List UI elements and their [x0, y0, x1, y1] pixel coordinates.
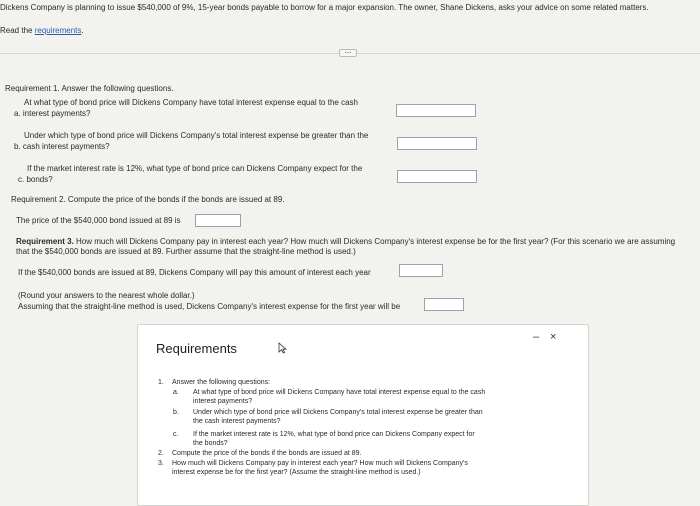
modal-item2-number: 2. — [158, 450, 164, 457]
req2-prompt: The price of the $540,000 bond issued at 89 is — [16, 216, 181, 225]
close-button[interactable]: × — [550, 331, 557, 343]
modal-item1a-label: a. — [173, 389, 179, 396]
intro-text: Dickens Company is planning to issue $540,000 of 9%, 15-year bonds payable to borrow for a major expansion. The owner, Shane Dickens, asks your advice on some related matters. — [0, 3, 649, 12]
modal-item1a-line1: At what type of bond price will Dickens Company have total interest expense equal to the cash — [193, 389, 486, 396]
req2-heading: Requirement 2. Compute the price of the bonds if the bonds are issued at 89. — [11, 195, 285, 204]
modal-item1-text: Answer the following questions: — [172, 379, 271, 386]
req1-c-question-line2: c. bonds? — [18, 175, 53, 184]
read-prefix: Read the — [0, 26, 35, 35]
modal-item1b-line2: the cash interest payments? — [193, 417, 281, 425]
req3-heading-text: How much will Dickens Company pay in interest each year? How much will Dickens Company's interest expense be for the first year? (For this scenario we are assuming — [73, 237, 676, 246]
req3-interest-expense-input[interactable] — [424, 298, 464, 311]
modal-item3-line1: How much will Dickens Company pay in interest each year? How much will Dickens Company's — [172, 460, 468, 467]
req1-c-answer-input[interactable] — [397, 170, 477, 183]
req1-a-question-line2: a. interest payments? — [14, 109, 91, 118]
modal-title: Requirements — [156, 341, 237, 356]
req3-heading — [16, 237, 675, 247]
requirements-link[interactable]: requirements — [34, 26, 82, 35]
expand-toggle-button[interactable]: .... — [339, 49, 357, 57]
modal-item1b-line1: Under which type of bond price will Dickens Company's total interest expense be greater than — [193, 409, 483, 416]
req3-heading-line2: that the $540,000 bonds are issued at 89. Further assume that the straight-line method is used.) — [16, 247, 356, 256]
req3-interest-paid-input[interactable] — [399, 264, 443, 277]
modal-item3-number: 3. — [158, 460, 164, 467]
modal-item1-number: 1. — [158, 379, 164, 386]
req3-pay-prompt: If the $540,000 bonds are issued at 89, Dickens Company will pay this amount of interest each year — [18, 268, 371, 277]
modal-item2-text: Compute the price of the bonds if the bonds are issued at 89. — [172, 450, 362, 457]
modal-item1c-line2: the bonds? — [193, 439, 228, 447]
req1-a-answer-input[interactable] — [396, 104, 476, 117]
read-suffix: . — [81, 26, 84, 35]
req1-b-question-line1: Under which type of bond price will Dickens Company's total interest expense be greater than the — [24, 131, 369, 140]
req3-expense-prompt: Assuming that the straight-line method is used, Dickens Company's interest expense for the first year will be — [18, 302, 401, 311]
req1-a-question-line1: At what type of bond price will Dickens Company have total interest expense equal to the cash — [24, 98, 358, 107]
minimize-button[interactable]: – — [533, 331, 540, 343]
modal-item1c-line1: If the market interest rate is 12%, what type of bond price can Dickens Company expect for — [193, 431, 475, 438]
read-requirements-line — [0, 26, 84, 36]
modal-item3-line2: interest expense be for the first year? (Assume the straight-line method is used.) — [172, 468, 421, 476]
req3-round-note: (Round your answers to the nearest whole dollar.) — [18, 291, 195, 300]
modal-item1c-label: c. — [173, 431, 179, 438]
req1-heading: Requirement 1. Answer the following questions. — [5, 84, 174, 93]
req1-c-question-line1: If the market interest rate is 12%, what type of bond price can Dickens Company expect for the — [27, 164, 363, 173]
req3-heading-label: Requirement 3. — [16, 237, 74, 246]
requirements-modal — [137, 324, 589, 506]
modal-item1b-label: b. — [173, 409, 179, 416]
req2-price-input[interactable] — [195, 214, 241, 227]
req1-b-answer-input[interactable] — [397, 137, 477, 150]
req1-b-question-line2: b. cash interest payments? — [14, 142, 110, 151]
modal-item1a-line2: interest payments? — [193, 397, 253, 405]
pointer-cursor-icon — [277, 342, 289, 354]
